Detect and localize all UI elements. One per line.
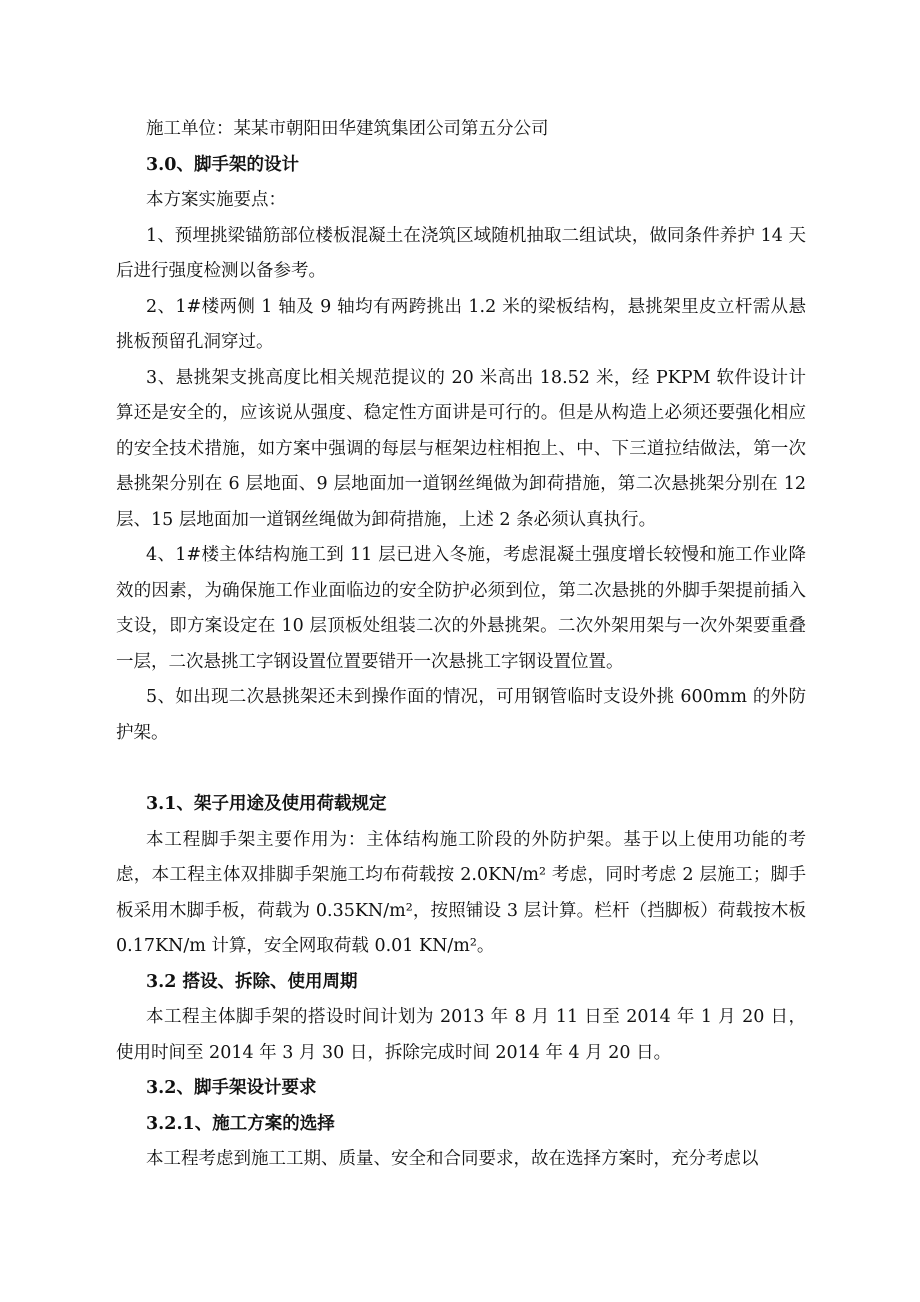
blank-line [116, 751, 806, 787]
paragraph-1: 1、预埋挑梁锚筋部位楼板混凝土在浇筑区域随机抽取二组试块，做同条件养护 14 天后进行强度检测以备参考。 [116, 225, 806, 281]
paragraph-6: 本工程脚手架主要作用为：主体结构施工阶段的外防护架。基于以上使用功能的考虑，本工程主体双排脚手架施工均布荷载按 2.0KN/m² 考虑，同时考虑 2 层施工；脚手板采用木脚手板，荷载为 0.35KN/m²，按照铺设 3 层计算。栏杆（挡脚板）荷载按木板 0.17KN/m 计算，安全网取荷载 0.01 KN/m²。 [116, 829, 806, 956]
heading-3-1: 3.1、架子用途及使用荷载规定 [146, 794, 387, 814]
intro-line: 本方案实施要点： [146, 190, 286, 210]
paragraph-7: 本工程主体脚手架的搭设时间计划为 2013 年 8 月 11 日至 2014 年 1 月 20 日，使用时间至 2014 年 3 月 30 日，拆除完成时间 2014 年 4 月 20 日。 [116, 1007, 806, 1063]
paragraph-5: 5、如出现二次悬挑架还未到操作面的情况，可用钢管临时支设外挑 600mm 的外防护架。 [116, 687, 806, 743]
heading-3-2-1: 3.2.1、施工方案的选择 [146, 1113, 335, 1134]
heading-3-0: 3.0、脚手架的设计 [146, 154, 299, 175]
document-page [116, 112, 806, 1178]
construction-unit-line: 施工单位：某某市朝阳田华建筑集团公司第五分公司 [146, 119, 549, 139]
paragraph-8: 本工程考虑到施工工期、质量、安全和合同要求，故在选择方案时，充分考虑以 [146, 1149, 759, 1169]
heading-3-2: 3.2 搭设、拆除、使用周期 [146, 971, 358, 992]
paragraph-2: 2、1#楼两侧 1 轴及 9 轴均有两跨挑出 1.2 米的梁板结构，悬挑架里皮立杆需从悬挑板预留孔洞穿过。 [116, 296, 806, 352]
paragraph-3: 3、悬挑架支挑高度比相关规范提议的 20 米高出 18.52 米，经 PKPM 软件设计计算还是安全的，应该说从强度、稳定性方面讲是可行的。但是从构造上必须还要强化相应的安全技术措施，如方案中强调的每层与框架边柱相抱上、中、下三道拉结做法，第一次悬挑架分别在 6 层地面、9 层地面加一道钢丝绳做为卸荷措施，第二次悬挑架分别在 12 层、15 层地面加一道钢丝绳做为卸荷措施，上述 2 条必须认真执行。 [116, 367, 806, 530]
heading-3-2-design: 3.2、脚手架设计要求 [146, 1078, 317, 1098]
paragraph-4: 4、1#楼主体结构施工到 11 层已进入冬施，考虑混凝土强度增长较慢和施工作业降效的因素，为确保施工作业面临边的安全防护必须到位，第二次悬挑的外脚手架提前插入支设，即方案设定在 10 层顶板处组装二次的外悬挑架。二次外架用架与一次外架要重叠一层，二次悬挑工字钢设置位置要错开一次悬挑工字钢设置位置。 [116, 545, 806, 672]
